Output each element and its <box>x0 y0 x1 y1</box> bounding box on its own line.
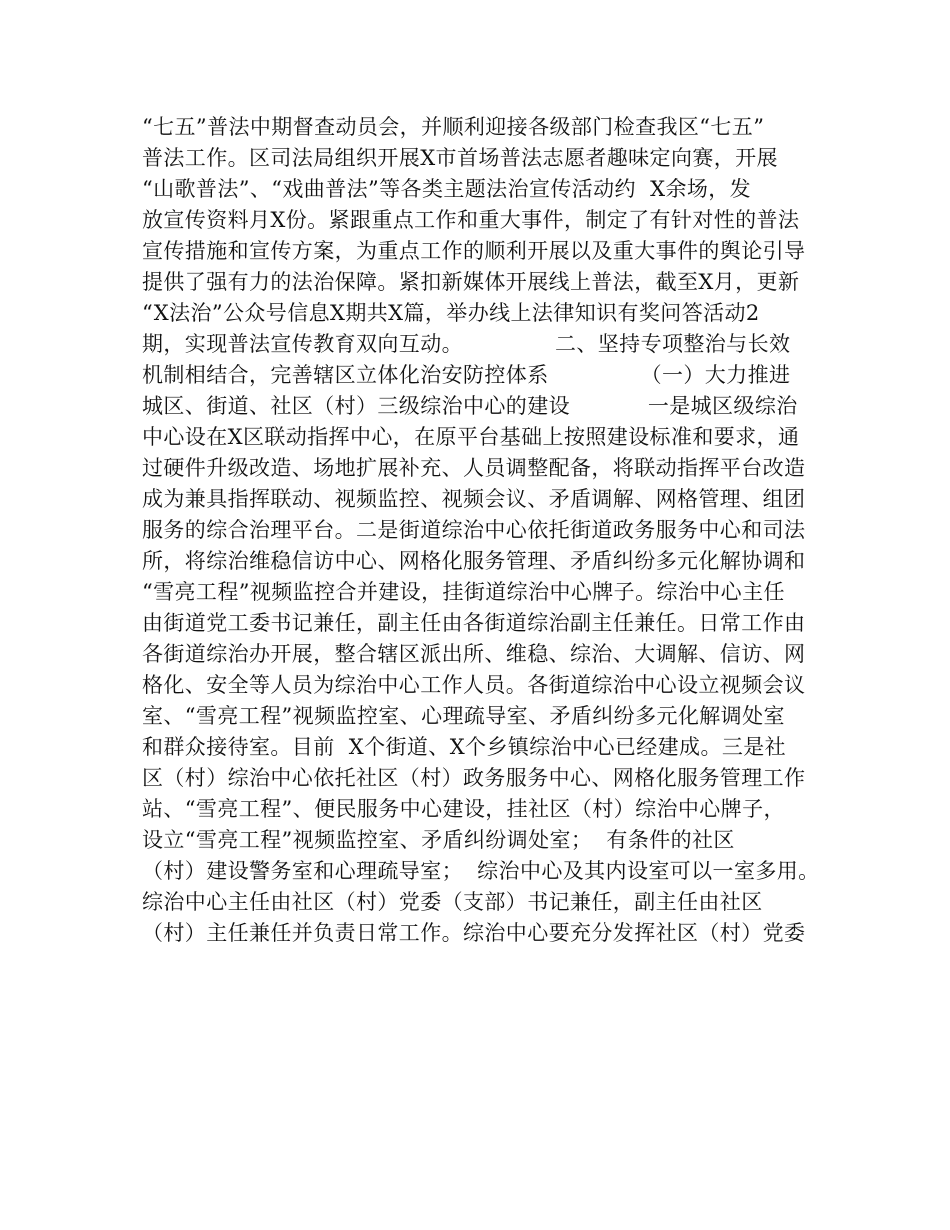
text-line: “雪亮工程”视频监控合并建设，挂街道综治中心牌子。综治中心主任 <box>142 580 785 604</box>
text-line: 由街道党工委书记兼任，副主任由各街道综治副主任兼任。日常工作由 <box>142 611 806 635</box>
text-line: 各街道综治办开展，整合辖区派出所、维稳、综治、大调解、信访、网 <box>142 642 806 666</box>
text-line: 中心设在X区联动指挥中心，在原平台基础上按照建设标准和要求，通 <box>142 425 800 449</box>
text-line: 期，实现普法宣传教育双向互动。 二、坚持专项整治与长效 <box>142 332 791 356</box>
text-line: 区（村）综治中心依托社区（村）政务服务中心、网格化服务管理工作 <box>142 766 806 790</box>
text-line: 放宣传资料月X份。紧跟重点工作和重大事件，制定了有针对性的普法 <box>142 208 800 232</box>
text-line: 站、“雪亮工程”、便民服务中心建设，挂社区（村）综治中心牌子， <box>142 797 785 821</box>
text-line: 提供了强有力的法治保障。紧扣新媒体开展线上普法，截至X月，更新 <box>142 270 800 294</box>
text-line: 综治中心主任由社区（村）党委（支部）书记兼任，副主任由社区 <box>142 890 763 914</box>
text-line: “X法治”公众号信息X期共X篇，举办线上法律知识有奖问答活动2 <box>142 301 760 325</box>
text-line: 机制相结合，完善辖区立体化治安防控体系 （一）大力推进 <box>142 363 791 387</box>
text-line: 普法工作。区司法局组织开展X市首场普法志愿者趣味定向赛，开展 <box>142 146 778 170</box>
text-line: 格化、安全等人员为综治中心工作人员。各街道综治中心设立视频会议 <box>142 673 806 697</box>
text-line: 和群众接待室。目前 X个街道、X个乡镇综治中心已经建成。三是社 <box>142 735 787 759</box>
text-line: 宣传措施和宣传方案，为重点工作的顺利开展以及重大事件的舆论引导 <box>142 239 806 263</box>
text-line: 设立“雪亮工程”视频监控室、矛盾纠纷调处室； 有条件的社区 <box>142 828 735 852</box>
text-line: 服务的综合治理平台。二是街道综治中心依托街道政务服务中心和司法 <box>142 518 806 542</box>
text-line: （村）建设警务室和心理疏导室； 综治中心及其内设室可以一室多用。 <box>142 859 820 883</box>
text-line: 城区、街道、社区（村）三级综治中心的建设 一是城区级综治 <box>142 394 798 418</box>
text-line: 室、“雪亮工程”视频监控室、心理疏导室、矛盾纠纷多元化解调处室 <box>142 704 785 728</box>
text-line: 过硬件升级改造、场地扩展补充、人员调整配备，将联动指挥平台改造 <box>142 456 806 480</box>
text-line: “七五”普法中期督查动员会，并顺利迎接各级部门检查我区“七五” <box>142 115 765 139</box>
text-line: 成为兼具指挥联动、视频监控、视频会议、矛盾调解、网格管理、组团 <box>142 487 806 511</box>
text-line: 所，将综治维稳信访中心、网格化服务管理、矛盾纠纷多元化解协调和 <box>142 549 806 573</box>
body-text <box>142 112 832 949</box>
text-line: “山歌普法”、“戏曲普法”等各类主题法治宣传活动约 X余场，发 <box>142 177 752 201</box>
text-line: （村）主任兼任并负责日常工作。综治中心要充分发挥社区（村）党委 <box>142 921 806 945</box>
